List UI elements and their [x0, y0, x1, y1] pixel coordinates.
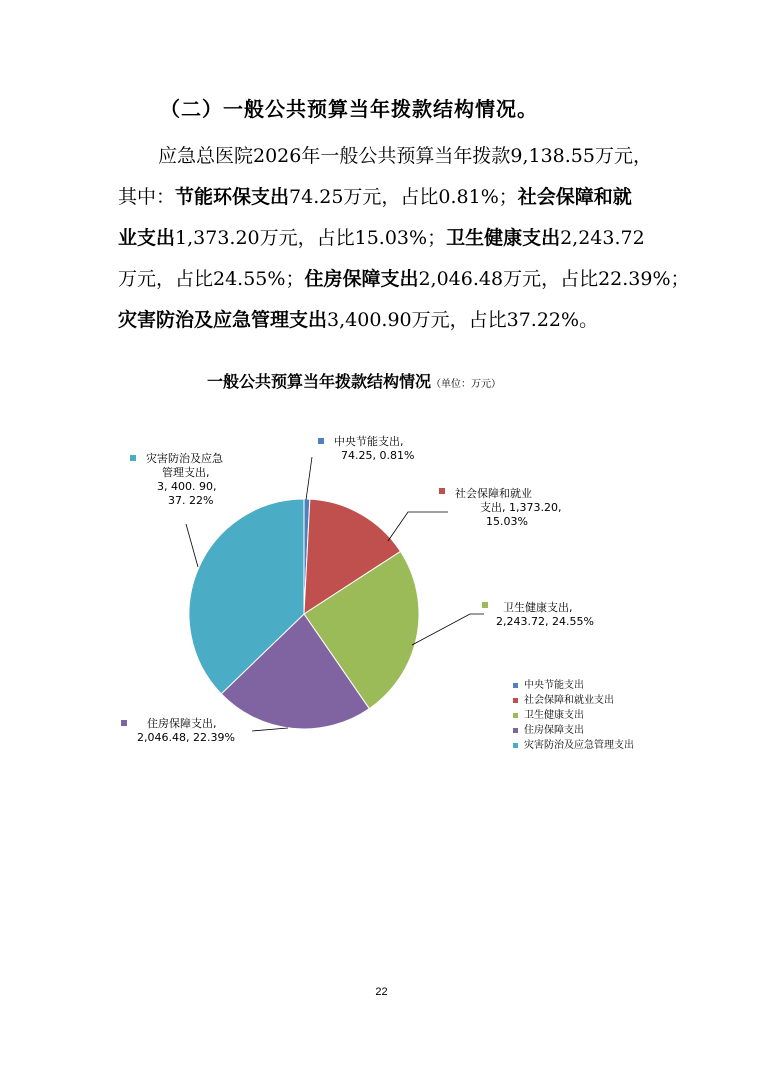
data-label-text: 支出, 1,373.20,: [480, 501, 562, 514]
legend-swatch: [513, 683, 518, 688]
data-label-marker: [318, 438, 324, 444]
data-label-text: 2,046.48, 22.39%: [137, 731, 235, 744]
data-label-text: 15.03%: [486, 515, 528, 528]
data-label-text: 74.25, 0.81%: [341, 449, 415, 462]
paragraph-text: 2,243.72: [560, 227, 645, 249]
paragraph-text: 3,400.90万元，占比37.22%。: [327, 309, 599, 331]
section-heading: （二）一般公共预算当年拨款结构情况。: [160, 97, 538, 121]
legend-swatch: [513, 698, 518, 703]
data-label-marker: [130, 455, 136, 461]
bold-term: 节能环保支出: [175, 186, 290, 208]
data-label-text: 2,243.72, 24.55%: [496, 615, 594, 628]
legend-label: 住房保障支出: [524, 725, 584, 736]
bold-term: 业支出: [118, 227, 176, 249]
paragraph-text: 2,046.48万元，占比22.39%；: [418, 268, 690, 290]
data-label-text: 3, 400. 90,: [157, 480, 217, 493]
bold-term: 住房保障支出: [304, 268, 419, 290]
paragraph-text: 1,373.20万元，占比15.03%；: [175, 227, 447, 249]
data-label-marker: [439, 488, 445, 494]
paragraph-text: 万元，占比24.55%；: [118, 268, 305, 290]
data-label-text: 中央节能支出,: [334, 435, 404, 448]
legend-swatch: [513, 713, 518, 718]
data-label-text: 住房保障支出,: [147, 717, 217, 730]
legend-swatch: [513, 743, 518, 748]
data-label-marker: [482, 602, 488, 608]
leader-line: [186, 524, 198, 567]
bold-term: 灾害防治及应急管理支出: [118, 309, 328, 331]
legend-label: 社会保障和就业支出: [524, 695, 614, 706]
legend-label: 中央节能支出: [524, 680, 584, 691]
data-label-text: 管理支出,: [162, 466, 210, 479]
bold-term: 卫生健康支出: [446, 227, 561, 249]
data-label-text: 37. 22%: [168, 494, 214, 507]
leader-line: [388, 512, 448, 541]
data-label-text: 社会保障和就业: [455, 487, 532, 500]
bold-term: 社会保障和就: [517, 186, 632, 208]
paragraph-text: 其中：: [118, 186, 176, 208]
leader-line: [252, 728, 288, 731]
paragraph-text: 应急总医院2026年一般公共预算当年拨款9,138.55万元，: [158, 145, 652, 167]
leader-line: [412, 614, 484, 645]
paragraph-text: 74.25万元，占比0.81%；: [289, 186, 518, 208]
legend-swatch: [513, 728, 518, 733]
data-label-text: 卫生健康支出,: [503, 601, 573, 614]
legend-label: 卫生健康支出: [524, 710, 584, 721]
legend-label: 灾害防治及应急管理支出: [524, 740, 634, 751]
chart-unit: （单位：万元）: [431, 379, 502, 390]
data-label-text: 灾害防治及应急: [146, 452, 223, 465]
page-number: 22: [375, 986, 388, 998]
chart-title-text: 一般公共预算当年拨款结构情况: [207, 372, 432, 391]
leader-line: [306, 457, 312, 500]
data-label-marker: [121, 720, 127, 726]
